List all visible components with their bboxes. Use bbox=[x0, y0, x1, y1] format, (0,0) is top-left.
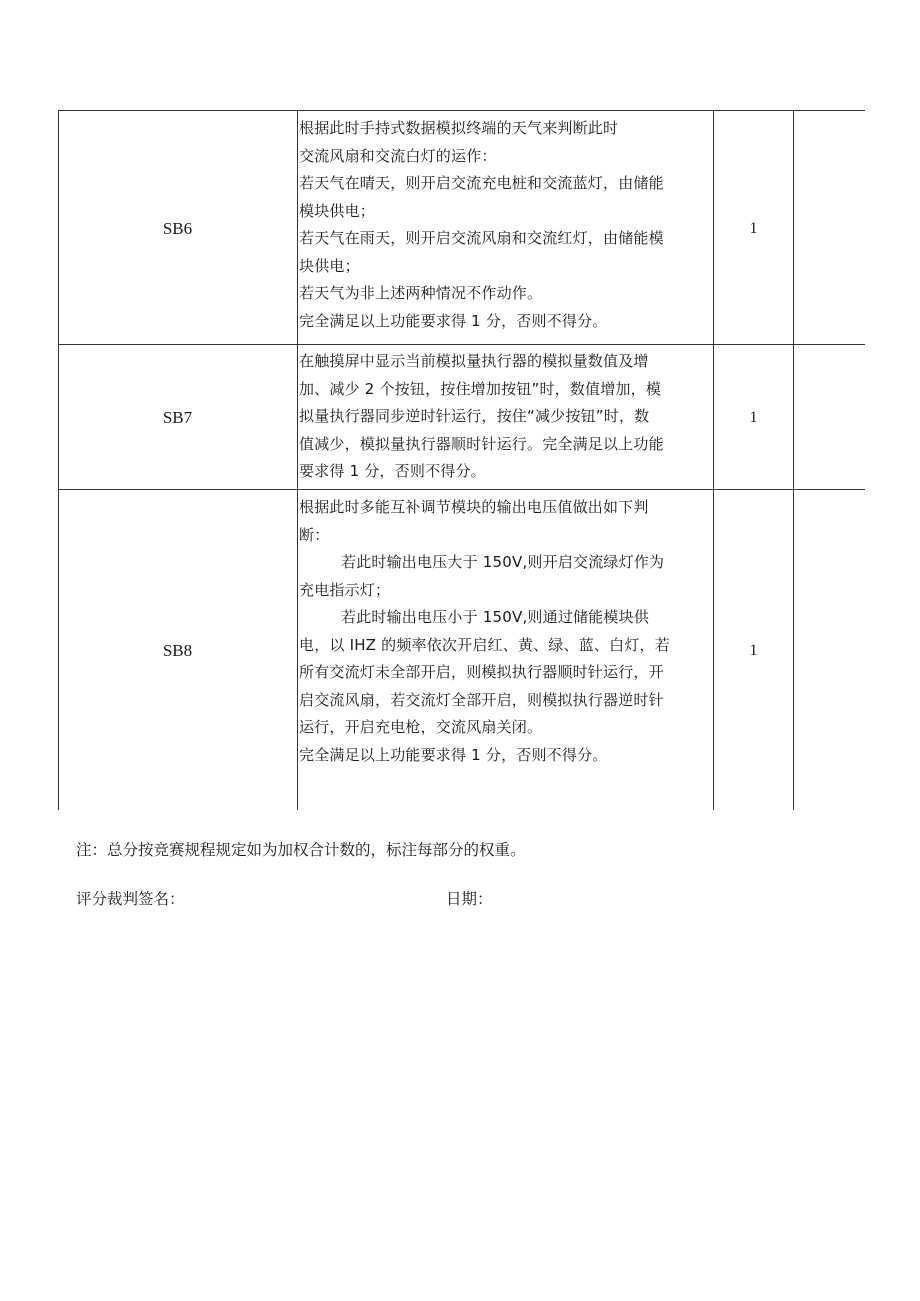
description-line: 根据此时手持式数据模拟终端的天气来判断此时 bbox=[299, 119, 619, 137]
description-line: 运行，开启充电枪，交流风扇关闭。 bbox=[299, 718, 543, 736]
description-line: 拟量执行器同步逆时针运行，按住“减少按钮”时，数 bbox=[299, 407, 650, 425]
column-divider bbox=[793, 110, 794, 810]
description-line: 若天气为非上述两种情况不作动作。 bbox=[299, 284, 543, 302]
description-line: 完全满足以上功能要求得 1 分，否则不得分。 bbox=[299, 311, 608, 330]
table-left-border bbox=[58, 110, 59, 810]
description-line: 根据此时多能互补调节模块的输出电压值做出如下判 bbox=[299, 498, 649, 516]
description-line: 值减少，模拟量执行器顺时针运行。完全满足以上功能 bbox=[299, 434, 664, 453]
description-line: 完全满足以上功能要求得 1 分，否则不得分。 bbox=[299, 745, 608, 764]
description-line: 模块供电； bbox=[299, 201, 376, 220]
description-line: 在触摸屏中显示当前模拟量执行器的模拟量数值及增 bbox=[299, 352, 649, 370]
table-top-border bbox=[58, 110, 865, 111]
description-line: 若天气在雨天，则开启交流风扇和交流红灯，由储能模 bbox=[299, 229, 664, 247]
column-divider bbox=[297, 110, 298, 810]
row-divider bbox=[58, 344, 865, 345]
row-code-sb7: SB7 bbox=[162, 408, 193, 427]
row-description-sb6 bbox=[299, 115, 713, 335]
description-line: 断： bbox=[299, 525, 330, 544]
row-code-sb6: SB6 bbox=[162, 219, 193, 238]
description-line: 交流风扇和交流白灯的运作： bbox=[299, 146, 497, 165]
description-line: 若此时输出电压小于 150V,则通过储能模块供 bbox=[341, 608, 650, 626]
row-score-sb7: 1 bbox=[749, 409, 758, 426]
description-line: 启交流风扇，若交流灯全部开启，则模拟执行器逆时针 bbox=[299, 690, 664, 709]
row-description-sb8 bbox=[299, 494, 713, 769]
description-line: 电，以 IHZ 的频率依次开启红、黄、绿、蓝、白灯，若 bbox=[299, 635, 670, 654]
description-line: 要求得 1 分，否则不得分。 bbox=[299, 462, 486, 480]
row-score-sb8: 1 bbox=[749, 642, 758, 659]
description-line: 加、减少 2 个按钮，按住增加按钮”时，数值增加，模 bbox=[299, 379, 662, 398]
row-score-sb6: 1 bbox=[749, 220, 758, 237]
row-divider bbox=[58, 489, 865, 490]
description-line: 所有交流灯未全部开启，则模拟执行器顺时针运行，开 bbox=[299, 663, 664, 681]
column-divider bbox=[713, 110, 714, 810]
date-label: 日期： bbox=[446, 890, 493, 908]
description-line: 充电指示灯； bbox=[299, 580, 391, 599]
judge-signature-label: 评分裁判签名： bbox=[76, 890, 185, 908]
row-code-sb8: SB8 bbox=[162, 641, 193, 660]
description-line: 若天气在晴天，则开启交流充电桩和交流蓝灯，由储能 bbox=[299, 174, 664, 192]
weighting-note: 注：总分按竞赛规程规定如为加权合计数的，标注每部分的权重。 bbox=[76, 841, 526, 859]
row-description-sb7 bbox=[299, 348, 713, 486]
description-line: 若此时输出电压大于 150V,则开启交流绿灯作为 bbox=[341, 553, 665, 571]
description-line: 块供电； bbox=[299, 256, 360, 275]
